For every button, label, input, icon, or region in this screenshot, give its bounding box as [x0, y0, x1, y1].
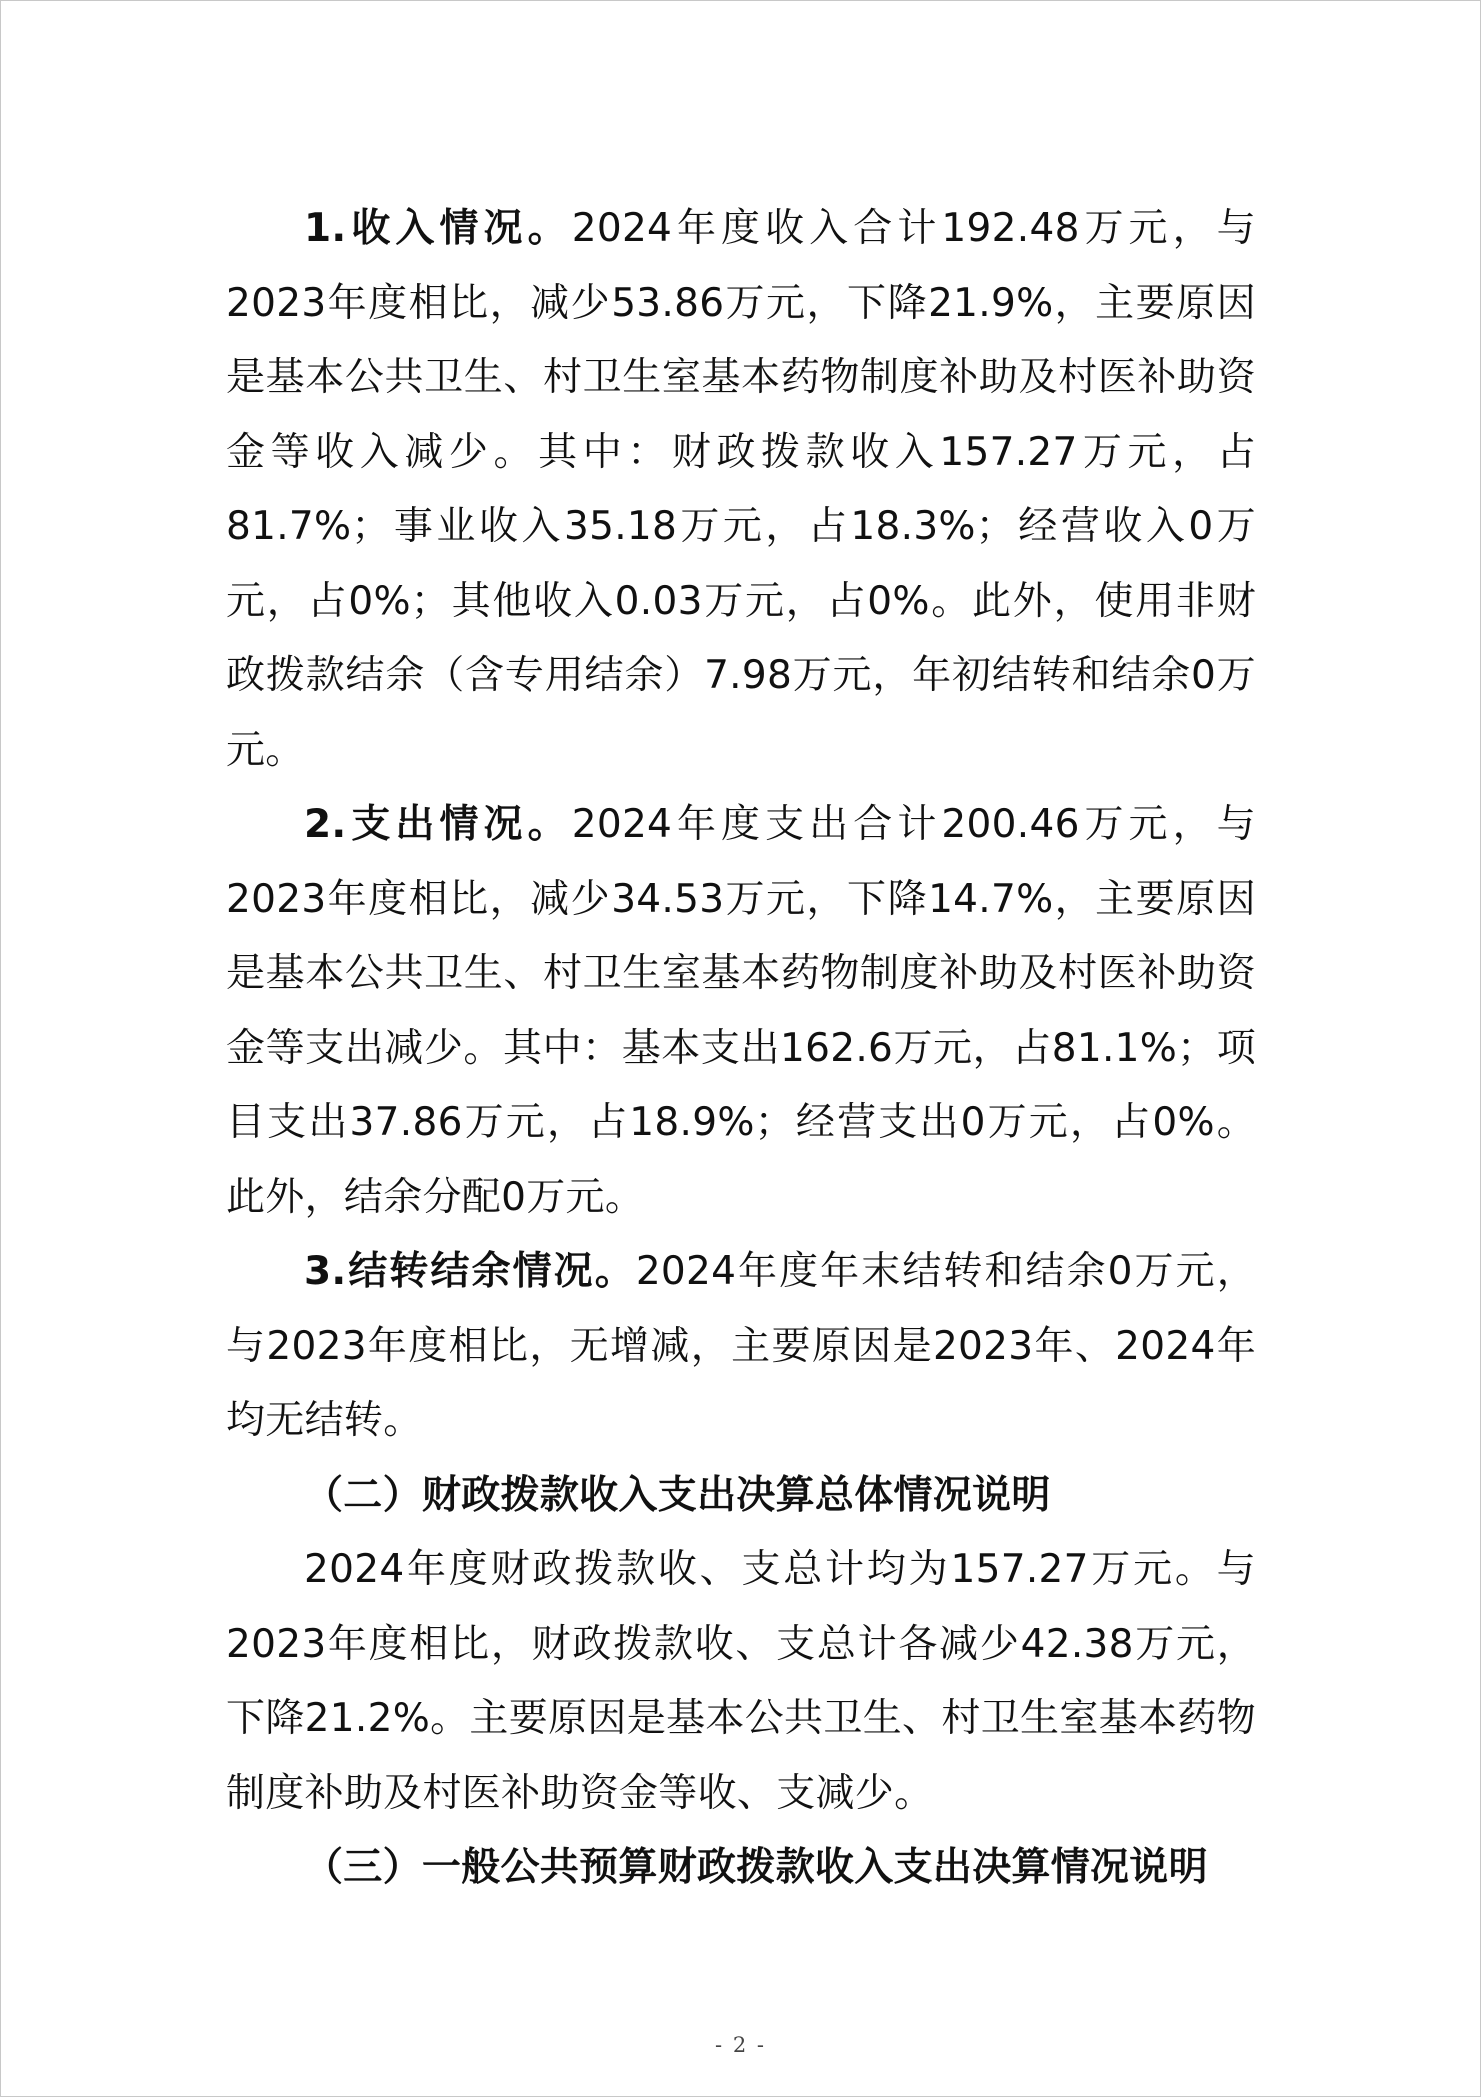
section-3-heading: （三）一般公共预算财政拨款收入支出决算情况说明 [304, 1845, 1208, 1890]
expenditure-lead: 2.支出情况。 [304, 802, 572, 847]
expenditure-text: 2024年度支出合计200.46万元，与2023年度相比，减少34.53万元，下降14.7%，主要原因是基本公共卫生、村卫生室基本药物制度补助及村医补助资金等支出减少。其中：基本支出162.6万元，占81.1%；项目支出37.86万元，占18.9%；经营支出0万元，占0%。此外，结余分配0万元。 [226, 802, 1256, 1220]
income-text: 2024年度收入合计192.48万元，与2023年度相比，减少53.86万元，下降21.9%，主要原因是基本公共卫生、村卫生室基本药物制度补助及村医补助资金等收入减少。其中：财政拨款收入157.27万元，占81.7%；事业收入35.18万元，占18.3%；经营收入0万元，占0%；其他收入0.03万元，占0%。此外，使用非财政拨款结余（含专用结余）7.98万元，年初结转和结余0万元。 [226, 206, 1256, 773]
carryover-lead: 3.结转结余情况。 [304, 1249, 636, 1294]
section-2-heading: （二）财政拨款收入支出决算总体情况说明 [304, 1472, 1051, 1518]
section-2-paragraph: 2024年度财政拨款收、支总计均为157.27万元。与2023年度相比，财政拨款收、支总计各减少42.38万元，下降21.2%。主要原因是基本公共卫生、村卫生室基本药物制度补助及村医补助资金等收、支减少。 [226, 1547, 1256, 1816]
expenditure-paragraph [226, 788, 1256, 1235]
income-lead: 1.收入情况。 [304, 206, 572, 251]
document-body [226, 192, 1256, 1906]
income-paragraph [226, 192, 1256, 788]
page-number: - 2 - [715, 2033, 766, 2057]
carryover-text: 2024年度年末结转和结余0万元，与2023年度相比，无增减，主要原因是2023年、2024年均无结转。 [226, 1249, 1256, 1443]
carryover-paragraph [226, 1235, 1256, 1459]
